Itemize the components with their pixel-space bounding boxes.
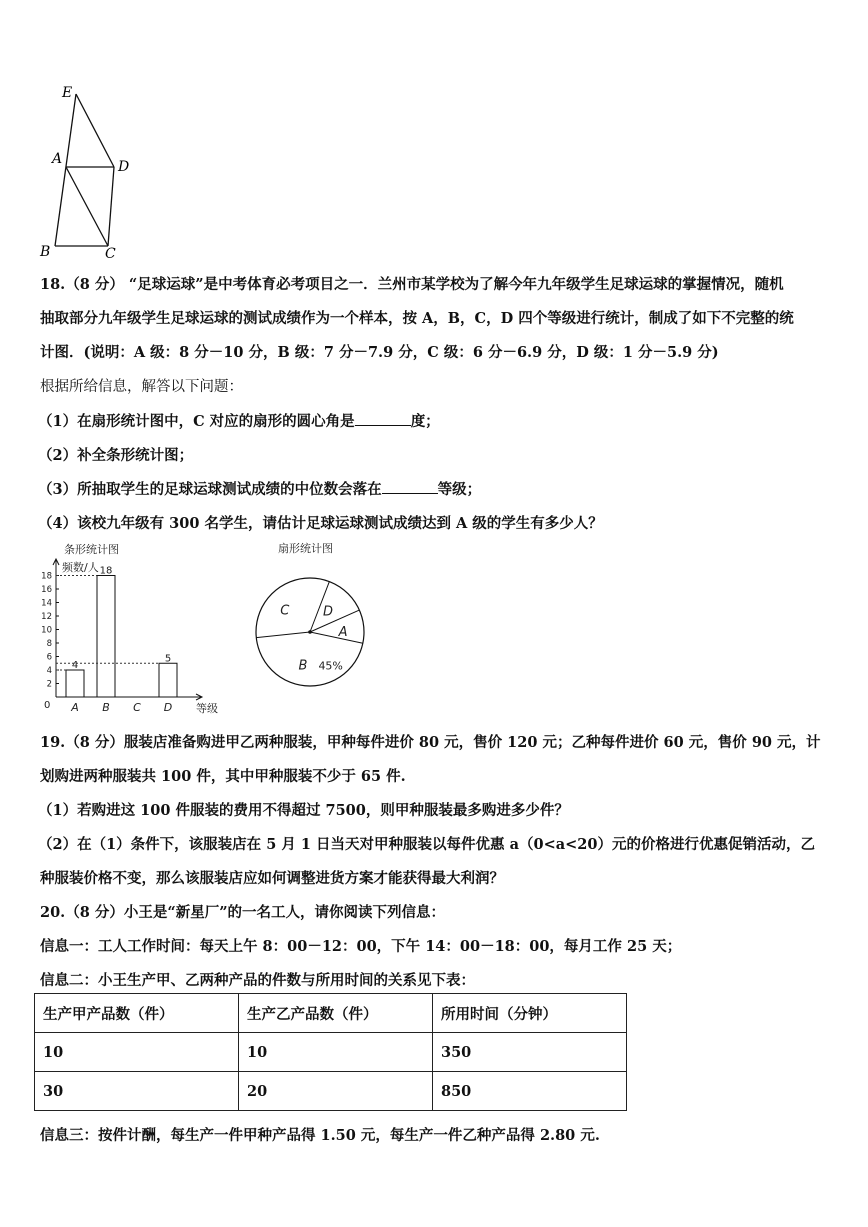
pie-chart (248, 538, 378, 698)
bar (159, 663, 177, 697)
y-tick-label: 6 (46, 652, 52, 663)
q19-line2: 划购进两种服装共 100 件，其中甲种服装不少于 65 件. (40, 768, 406, 785)
point-label-a: A (52, 151, 63, 167)
y-tick-label: 16 (41, 585, 52, 595)
pie-slice-label: C (280, 603, 290, 619)
q18-sub3-pre: （3）所抽取学生的足球运球测试成绩的中位数会落在 (38, 481, 382, 498)
y-tick-label: 10 (41, 625, 52, 636)
table-row (35, 1072, 627, 1111)
table-cell: 30 (35, 1072, 239, 1111)
q18-sub2: （2）补全条形统计图； (38, 447, 194, 464)
x-tick-label: D (163, 701, 173, 714)
q18-line1: 18.（8 分） “足球运球”是中考体育必考项目之一．兰州市某学校为了解今年九年级学生足球运球的掌握情况，随机 (40, 276, 784, 293)
q18-sub3-post: 等级； (437, 481, 482, 498)
table-header-row (35, 994, 627, 1033)
q18-sub3 (38, 478, 481, 499)
pie-slice-percent: 45% (318, 659, 343, 673)
y-tick-label: 4 (46, 666, 52, 676)
q18-sub1-post: 度； (410, 413, 440, 430)
q20-info1: 信息一：工人工作时间：每天上午 8：00－12：00，下午 14：00－18：00，每月工作 25 天； (40, 938, 682, 955)
bar-data-label: 5 (164, 653, 172, 665)
answer-blank (355, 413, 411, 426)
q18-line2: 抽取部分九年级学生足球运球的测试成绩作为一个样本，按 A，B，C，D 四个等级进行统计，制成了如下不完整的统 (40, 310, 794, 327)
q19-line1: 19.（8 分）服装店准备购进甲乙两种服装，甲种每件进价 80 元，售价 120 元；乙种每件进价 60 元，售价 90 元，计 (40, 734, 821, 751)
pie-center-dot (308, 630, 312, 634)
q18-sub4: （4）该校九年级有 300 名学生，请估计足球运球测试成绩达到 A 级的学生有多少人？ (38, 515, 603, 532)
table-header-cell: 生产甲产品数（件） (35, 994, 239, 1033)
pie-slice-label: D (323, 604, 334, 620)
table-cell: 850 (433, 1072, 627, 1111)
bar-chart-xlabel: 等级 (196, 702, 218, 715)
q18-line4: 根据所给信息，解答以下问题： (40, 379, 243, 395)
q18-sub1 (38, 410, 440, 431)
q18-sub1-pre: （1）在扇形统计图中，C 对应的扇形的圆心角是 (38, 413, 355, 430)
point-label-c: C (105, 246, 116, 262)
x-tick-label: B (102, 701, 110, 714)
point-label-d: D (118, 159, 130, 175)
q19-sub1: （1）若购进这 100 件服装的费用不得超过 7500，则甲种服装最多购进多少件？ (38, 802, 569, 819)
bar-data-label: 4 (71, 660, 79, 671)
table-row (35, 1033, 627, 1072)
q20-line1: 20.（8 分）小王是“新星厂”的一名工人，请你阅读下列信息： (40, 904, 446, 921)
x-tick-label: A (71, 701, 79, 714)
table-cell: 10 (239, 1033, 433, 1072)
table-cell: 350 (433, 1033, 627, 1072)
y-tick-label: 8 (46, 639, 52, 649)
y-tick-label: 0 (44, 700, 51, 711)
bar (66, 670, 84, 697)
geometry-figure (36, 80, 146, 262)
q19-sub2-line1: （2）在（1）条件下，该服装店在 5 月 1 日当天对甲种服装以每件优惠 a（0<a<20）元的价格进行优惠促销活动，乙 (38, 836, 815, 853)
bar-chart-title: 条形统计图 (64, 543, 119, 556)
table-cell: 20 (239, 1072, 433, 1111)
answer-blank (382, 481, 438, 494)
y-tick-label: 14 (41, 598, 52, 609)
bar (97, 576, 115, 698)
x-tick-label: C (133, 701, 141, 714)
pie-slice-label: A (338, 624, 348, 640)
y-tick-label: 12 (41, 612, 52, 622)
point-label-b: B (40, 244, 51, 260)
bar-data-label: 18 (99, 565, 113, 577)
bar-chart-ylabel: 频数/人 (62, 561, 99, 574)
pie-chart-title: 扇形统计图 (278, 542, 333, 555)
point-label-e: E (62, 85, 73, 101)
q18-line3: 计图．(说明：A 级：8 分－10 分，B 级：7 分－7.9 分，C 级：6 分－6.9 分，D 级：1 分－5.9 分) (40, 344, 719, 361)
y-tick-label: 2 (46, 679, 52, 690)
pie-slice-label: B (298, 658, 308, 674)
y-tick-label: 18 (41, 571, 52, 582)
table-header-cell: 生产乙产品数（件） (239, 994, 433, 1033)
bar-chart (30, 538, 240, 718)
q20-info3: 信息三：按件计酬，每生产一件甲种产品得 1.50 元，每生产一件乙种产品得 2.80 元. (40, 1127, 600, 1144)
table-header-cell: 所用时间（分钟） (433, 994, 627, 1033)
production-table (34, 993, 627, 1111)
table-cell: 10 (35, 1033, 239, 1072)
q20-info2: 信息二：小王生产甲、乙两种产品的件数与所用时间的关系见下表： (40, 972, 475, 989)
q19-sub2-line2: 种服装价格不变，那么该服装店应如何调整进货方案才能获得最大利润？ (40, 870, 504, 887)
